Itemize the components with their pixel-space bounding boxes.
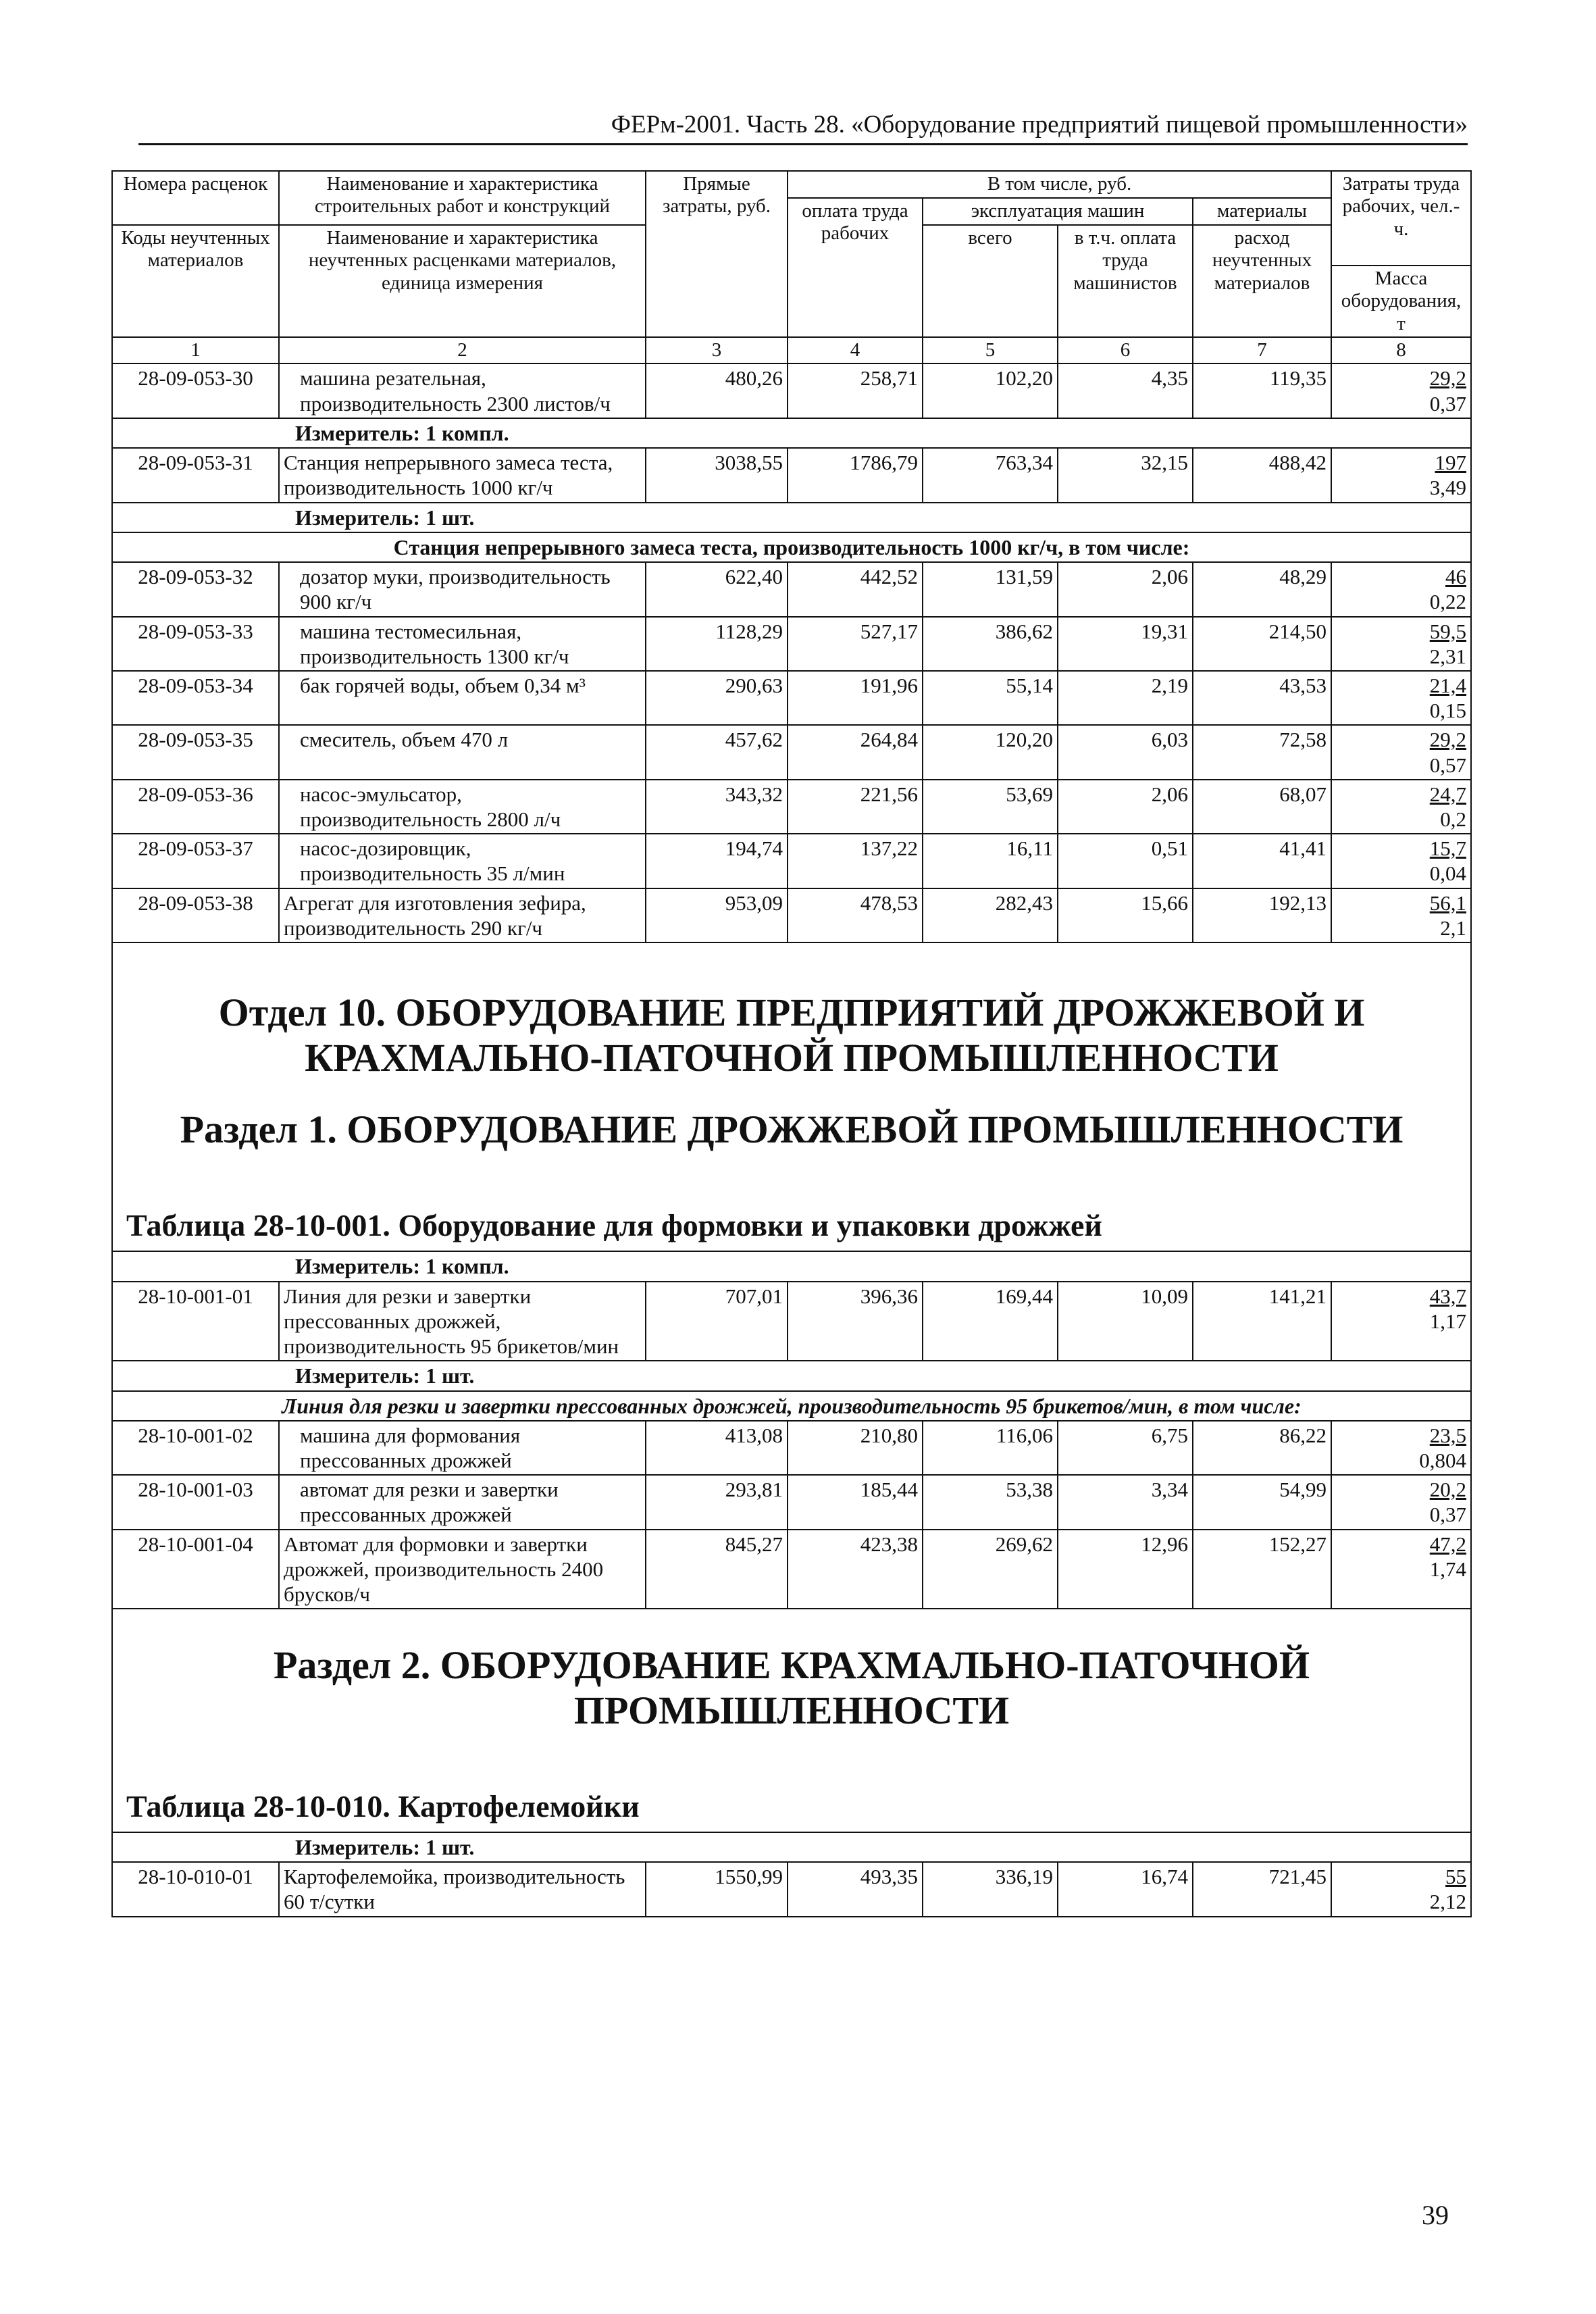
table-row <box>112 780 1471 834</box>
work-name: смеситель, объем 470 л <box>279 725 646 779</box>
group-heading-row <box>112 532 1471 562</box>
work-name: автомат для резки и завертки прессованных дрожжей <box>279 1475 646 1529</box>
machinist-wages: 4,35 <box>1058 363 1193 418</box>
measure-unit-row <box>112 1361 1471 1390</box>
worker-wages: 493,35 <box>788 1862 923 1916</box>
direct-cost: 480,26 <box>646 363 788 418</box>
labor-hours: 197 <box>1435 451 1466 475</box>
rate-code: 28-09-053-36 <box>112 780 279 834</box>
table-header <box>112 171 1471 363</box>
equipment-mass: 1,74 <box>1429 1557 1466 1581</box>
labor-mass-cell <box>1331 834 1471 888</box>
work-name: Картофелемойка, производительность 60 т/сутки <box>279 1862 646 1916</box>
labor-hours: 21,4 <box>1429 674 1466 698</box>
materials-cost: 152,27 <box>1193 1530 1331 1609</box>
labor-hours: 29,2 <box>1429 728 1466 752</box>
work-name: машина резательная, производительность 2300 листов/ч <box>279 363 646 418</box>
machinist-wages: 10,09 <box>1058 1282 1193 1361</box>
materials-cost: 86,22 <box>1193 1421 1331 1475</box>
materials-cost: 72,58 <box>1193 725 1331 779</box>
work-name: Станция непрерывного замеса теста, производительность 1000 кг/ч <box>279 448 646 502</box>
machine-total: 269,62 <box>923 1530 1058 1609</box>
direct-cost: 290,63 <box>646 671 788 725</box>
rate-code: 28-09-053-30 <box>112 363 279 418</box>
rate-code: 28-10-010-01 <box>112 1862 279 1916</box>
labor-mass-cell <box>1331 1282 1471 1361</box>
labor-hours: 46 <box>1445 565 1466 589</box>
group-heading: Станция непрерывного замеса теста, производительность 1000 кг/ч, в том числе: <box>112 532 1471 562</box>
work-name: насос-эмульсатор, производительность 2800 л/ч <box>279 780 646 834</box>
col-number: 2 <box>279 337 646 363</box>
direct-cost: 622,40 <box>646 562 788 616</box>
labor-mass-cell <box>1331 562 1471 616</box>
materials-cost: 214,50 <box>1193 617 1331 671</box>
machine-total: 102,20 <box>923 363 1058 418</box>
machine-total: 763,34 <box>923 448 1058 502</box>
direct-cost: 1128,29 <box>646 617 788 671</box>
group-heading: Линия для резки и завертки прессованных дрожжей, производительность 95 брикетов/мин, в том числе: <box>112 1391 1471 1421</box>
labor-hours: 15,7 <box>1429 836 1466 861</box>
labor-mass-cell <box>1331 363 1471 418</box>
labor-mass-cell <box>1331 617 1471 671</box>
labor-mass-cell <box>1331 671 1471 725</box>
worker-wages: 423,38 <box>788 1530 923 1609</box>
worker-wages: 442,52 <box>788 562 923 616</box>
col4-header: оплата труда рабочих <box>788 198 923 337</box>
machinist-wages: 6,03 <box>1058 725 1193 779</box>
materials-cost: 192,13 <box>1193 888 1331 942</box>
direct-cost: 457,62 <box>646 725 788 779</box>
labor-hours: 43,7 <box>1429 1284 1466 1308</box>
worker-wages: 527,17 <box>788 617 923 671</box>
materials-cost: 141,21 <box>1193 1282 1331 1361</box>
measure-unit-label: Измеритель: 1 компл. <box>295 420 509 445</box>
table-row <box>112 562 1471 616</box>
work-name: Линия для резки и завертки прессованных дрожжей, производительность 95 брикетов/мин <box>279 1282 646 1361</box>
direct-cost: 293,81 <box>646 1475 788 1529</box>
worker-wages: 396,36 <box>788 1282 923 1361</box>
direct-cost: 194,74 <box>646 834 788 888</box>
table-row <box>112 888 1471 942</box>
rate-code: 28-09-053-38 <box>112 888 279 942</box>
rates-table <box>111 170 1472 1917</box>
materials-cost: 721,45 <box>1193 1862 1331 1916</box>
equipment-mass: 0,15 <box>1429 699 1466 723</box>
equipment-mass: 0,2 <box>1440 807 1466 831</box>
machinist-wages: 3,34 <box>1058 1475 1193 1529</box>
labor-hours: 20,2 <box>1429 1478 1466 1502</box>
materials-cost: 119,35 <box>1193 363 1331 418</box>
machinist-wages: 6,75 <box>1058 1421 1193 1475</box>
equipment-mass: 0,37 <box>1429 1503 1466 1527</box>
department-10-block <box>112 942 1471 1251</box>
col8-bottom-header: Масса оборудования, т <box>1331 266 1471 337</box>
rate-code: 28-09-053-31 <box>112 448 279 502</box>
labor-hours: 47,2 <box>1429 1532 1466 1556</box>
labor-mass-cell <box>1331 1530 1471 1609</box>
table-row <box>112 363 1471 418</box>
table-row <box>112 1530 1471 1609</box>
group-heading-row <box>112 1391 1471 1421</box>
measure-unit-row <box>112 418 1471 448</box>
rate-code: 28-09-053-32 <box>112 562 279 616</box>
direct-cost: 953,09 <box>646 888 788 942</box>
machinist-wages: 2,06 <box>1058 780 1193 834</box>
col-number: 1 <box>112 337 279 363</box>
col5-header: всего <box>923 225 1058 337</box>
labor-mass-cell <box>1331 1862 1471 1916</box>
machinist-wages: 2,06 <box>1058 562 1193 616</box>
department-title: Отдел 10. ОБОРУДОВАНИЕ ПРЕДПРИЯТИЙ ДРОЖЖЕВОЙ И КРАХМАЛЬНО-ПАТОЧНОЙ ПРОМЫШЛЕННОСТИ <box>112 942 1471 1101</box>
table-28-10-010-title: Таблица 28-10-010. Картофелемойки <box>112 1761 1471 1832</box>
measure-unit-label: Измеритель: 1 шт. <box>295 1363 475 1388</box>
worker-wages: 221,56 <box>788 780 923 834</box>
work-name: машина для формования прессованных дрожжей <box>279 1421 646 1475</box>
col6-header: в т.ч. оплата труда машинистов <box>1058 225 1193 337</box>
machinist-wages: 2,19 <box>1058 671 1193 725</box>
worker-wages: 191,96 <box>788 671 923 725</box>
machinist-wages: 19,31 <box>1058 617 1193 671</box>
labor-hours: 29,2 <box>1429 366 1466 391</box>
equipment-mass: 2,31 <box>1429 644 1466 668</box>
col8-top-header: Затраты труда рабочих, чел.-ч. <box>1331 171 1471 266</box>
worker-wages: 210,80 <box>788 1421 923 1475</box>
direct-cost: 3038,55 <box>646 448 788 502</box>
machine-total: 386,62 <box>923 617 1058 671</box>
labor-hours: 56,1 <box>1429 890 1466 915</box>
labor-hours: 55 <box>1445 1865 1466 1889</box>
col7-header: расход неучтенных материалов <box>1193 225 1331 337</box>
col-number: 7 <box>1193 337 1331 363</box>
worker-wages: 258,71 <box>788 363 923 418</box>
machinist-wages: 32,15 <box>1058 448 1193 502</box>
worker-wages: 137,22 <box>788 834 923 888</box>
work-name: бак горячей воды, объем 0,34 м³ <box>279 671 646 725</box>
labor-mass-cell <box>1331 1475 1471 1529</box>
incl-header: В том числе, руб. <box>788 171 1331 198</box>
direct-cost: 413,08 <box>646 1421 788 1475</box>
table-body-part2 <box>112 1251 1471 1609</box>
worker-wages: 264,84 <box>788 725 923 779</box>
machine-total: 169,44 <box>923 1282 1058 1361</box>
materials-cost: 488,42 <box>1193 448 1331 502</box>
labor-mass-cell <box>1331 888 1471 942</box>
equipment-mass: 1,17 <box>1429 1309 1466 1333</box>
machine-total: 336,19 <box>923 1862 1058 1916</box>
labor-mass-cell <box>1331 1421 1471 1475</box>
machine-total: 116,06 <box>923 1421 1058 1475</box>
work-name: дозатор муки, производительность 900 кг/ч <box>279 562 646 616</box>
equipment-mass: 0,22 <box>1429 590 1466 614</box>
work-name: машина тестомесильная, производительность 1300 кг/ч <box>279 617 646 671</box>
table-row <box>112 1282 1471 1361</box>
rate-code: 28-09-053-35 <box>112 725 279 779</box>
section-2-title: Раздел 2. ОБОРУДОВАНИЕ КРАХМАЛЬНО-ПАТОЧНОЙ ПРОМЫШЛЕННОСТИ <box>112 1609 1471 1760</box>
table-row <box>112 1475 1471 1529</box>
rate-code: 28-10-001-01 <box>112 1282 279 1361</box>
section-2-block <box>112 1609 1471 1832</box>
materials-header: материалы <box>1193 198 1331 225</box>
measure-unit-row <box>112 1251 1471 1281</box>
equipment-mass: 2,12 <box>1429 1890 1466 1914</box>
direct-cost: 845,27 <box>646 1530 788 1609</box>
machine-total: 131,59 <box>923 562 1058 616</box>
page-number: 39 <box>1422 2200 1449 2230</box>
running-header: ФЕРм-2001. Часть 28. «Оборудование предприятий пищевой промышленности» <box>138 110 1468 145</box>
direct-cost: 1550,99 <box>646 1862 788 1916</box>
col-number: 5 <box>923 337 1058 363</box>
col-number: 4 <box>788 337 923 363</box>
machines-header: эксплуатация машин <box>923 198 1193 225</box>
measure-unit-row <box>112 503 1471 532</box>
rate-code: 28-10-001-02 <box>112 1421 279 1475</box>
col-number: 8 <box>1331 337 1471 363</box>
table-row <box>112 671 1471 725</box>
table-body-part1 <box>112 363 1471 942</box>
machine-total: 55,14 <box>923 671 1058 725</box>
materials-cost: 54,99 <box>1193 1475 1331 1529</box>
labor-hours: 23,5 <box>1429 1423 1466 1447</box>
worker-wages: 1786,79 <box>788 448 923 502</box>
worker-wages: 478,53 <box>788 888 923 942</box>
machine-total: 53,69 <box>923 780 1058 834</box>
equipment-mass: 3,49 <box>1429 476 1466 500</box>
equipment-mass: 0,804 <box>1419 1449 1466 1473</box>
materials-cost: 41,41 <box>1193 834 1331 888</box>
table-row <box>112 617 1471 671</box>
machine-total: 16,11 <box>923 834 1058 888</box>
machine-total: 282,43 <box>923 888 1058 942</box>
machine-total: 120,20 <box>923 725 1058 779</box>
rate-code: 28-10-001-04 <box>112 1530 279 1609</box>
equipment-mass: 0,04 <box>1429 861 1466 886</box>
col1-top-header: Номера расценок <box>112 171 279 225</box>
table-row <box>112 1862 1471 1916</box>
col2-bottom-header: Наименование и характеристика неучтенных расценками материалов, единица измерения <box>279 225 646 337</box>
table-row <box>112 1421 1471 1475</box>
equipment-mass: 2,1 <box>1440 915 1466 940</box>
direct-cost: 343,32 <box>646 780 788 834</box>
rate-code: 28-10-001-03 <box>112 1475 279 1529</box>
machinist-wages: 0,51 <box>1058 834 1193 888</box>
labor-mass-cell <box>1331 448 1471 502</box>
materials-cost: 43,53 <box>1193 671 1331 725</box>
machinist-wages: 16,74 <box>1058 1862 1193 1916</box>
machinist-wages: 12,96 <box>1058 1530 1193 1609</box>
section-1-title: Раздел 1. ОБОРУДОВАНИЕ ДРОЖЖЕВОЙ ПРОМЫШЛЕННОСТИ <box>112 1101 1471 1180</box>
work-name: Автомат для формовки и завертки дрожжей, производительность 2400 брусков/ч <box>279 1530 646 1609</box>
rate-code: 28-09-053-34 <box>112 671 279 725</box>
measure-unit-label: Измеритель: 1 шт. <box>295 1834 475 1859</box>
measure-unit-label: Измеритель: 1 шт. <box>295 505 475 530</box>
work-name: Агрегат для изготовления зефира, производительность 290 кг/ч <box>279 888 646 942</box>
labor-mass-cell <box>1331 725 1471 779</box>
table-row <box>112 448 1471 502</box>
rate-code: 28-09-053-33 <box>112 617 279 671</box>
labor-hours: 24,7 <box>1429 782 1466 806</box>
measure-unit-label: Измеритель: 1 компл. <box>295 1254 509 1279</box>
col-number: 6 <box>1058 337 1193 363</box>
table-row <box>112 834 1471 888</box>
direct-cost: 707,01 <box>646 1282 788 1361</box>
machine-total: 53,38 <box>923 1475 1058 1529</box>
worker-wages: 185,44 <box>788 1475 923 1529</box>
col3-header: Прямые затраты, руб. <box>646 171 788 337</box>
work-name: насос-дозировщик, производительность 35 л/мин <box>279 834 646 888</box>
col-number: 3 <box>646 337 788 363</box>
labor-mass-cell <box>1331 780 1471 834</box>
equipment-mass: 0,57 <box>1429 753 1466 777</box>
materials-cost: 48,29 <box>1193 562 1331 616</box>
table-body-part3 <box>112 1832 1471 1917</box>
machinist-wages: 15,66 <box>1058 888 1193 942</box>
table-row <box>112 725 1471 779</box>
col2-top-header: Наименование и характеристика строительных работ и конструкций <box>279 171 646 225</box>
col1-bottom-header: Коды неучтенных материалов <box>112 225 279 337</box>
measure-unit-row <box>112 1832 1471 1862</box>
materials-cost: 68,07 <box>1193 780 1331 834</box>
labor-hours: 59,5 <box>1429 619 1466 643</box>
table-28-10-001-title: Таблица 28-10-001. Оборудование для формовки и упаковки дрожжей <box>112 1180 1471 1251</box>
equipment-mass: 0,37 <box>1429 391 1466 416</box>
rate-code: 28-09-053-37 <box>112 834 279 888</box>
